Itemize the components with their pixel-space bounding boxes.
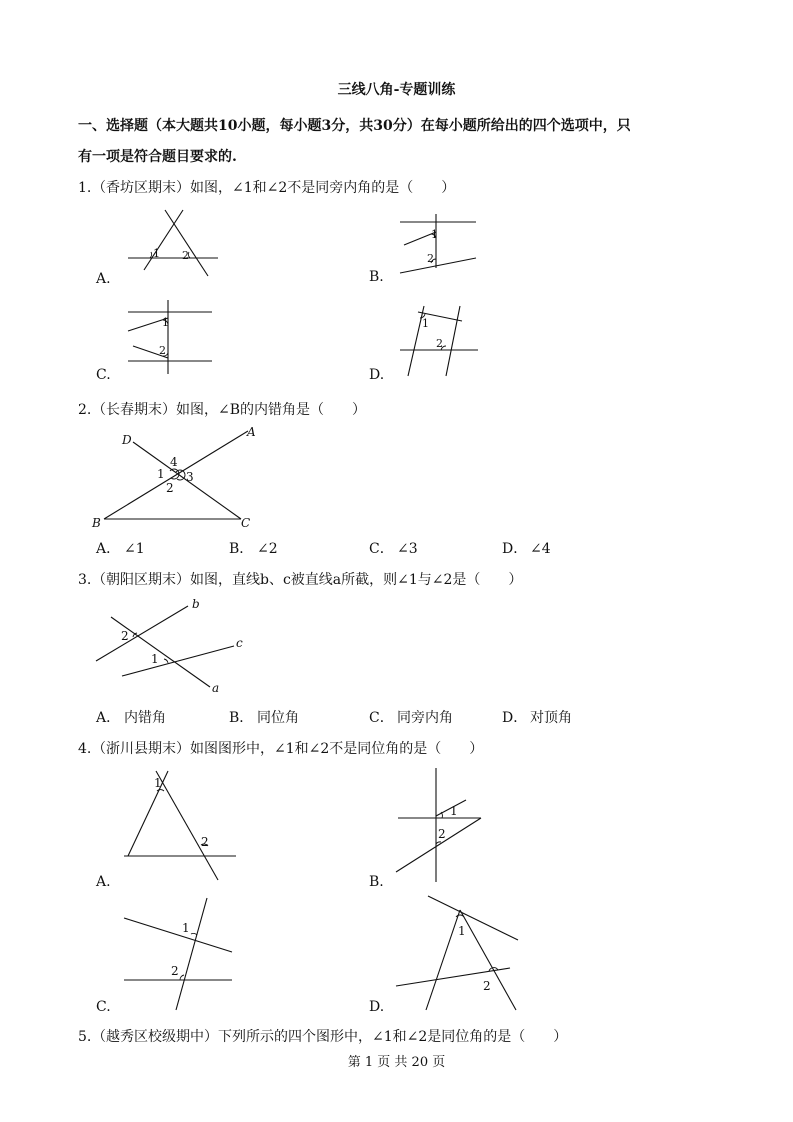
q3-option-d-label[interactable]: D． bbox=[502, 710, 528, 726]
q3-option-b-value[interactable]: 同位角 bbox=[257, 710, 299, 726]
page-title: 三线八角-专题训练 bbox=[337, 82, 456, 98]
page-footer: 第 1 页 共 20 页 bbox=[347, 1055, 446, 1070]
q1-option-c-label[interactable]: C. bbox=[96, 367, 111, 383]
q1-option-b-label[interactable]: B. bbox=[369, 269, 384, 285]
q4a-angle-2: 2 bbox=[201, 835, 209, 849]
question-1-number: 1. bbox=[78, 180, 92, 196]
q2-angle-1: 1 bbox=[157, 467, 165, 481]
q4c-angle-1: 1 bbox=[182, 921, 190, 935]
q2-option-d-value[interactable]: ∠4 bbox=[530, 541, 551, 557]
q1-option-a-label[interactable]: A. bbox=[96, 271, 111, 287]
q2-option-a-label[interactable]: A． bbox=[96, 541, 121, 557]
q1a-angle-2: 2 bbox=[182, 249, 189, 262]
q2-angle-2: 2 bbox=[166, 481, 174, 495]
q2-option-c-label[interactable]: C． bbox=[369, 541, 394, 557]
question-2-text: （长春期末）如图，∠B的内错角是（ ） bbox=[92, 402, 367, 418]
q3-option-c-value[interactable]: 同旁内角 bbox=[397, 710, 453, 726]
question-3-number: 3. bbox=[78, 572, 92, 588]
q1c-angle-1: 1 bbox=[162, 316, 169, 329]
q4-option-b-label[interactable]: B. bbox=[369, 874, 384, 890]
q1-option-d-label[interactable]: D. bbox=[369, 367, 385, 383]
q1c-angle-2: 2 bbox=[159, 344, 166, 357]
question-4-text: （浙川县期末）如图图形中，∠1和∠2不是同位角的是（ ） bbox=[92, 741, 484, 757]
q4-option-a-label[interactable]: A. bbox=[96, 874, 111, 890]
q2-label-b: B bbox=[92, 516, 101, 530]
q1b-angle-1: 1 bbox=[431, 228, 438, 241]
q3-angle-1: 1 bbox=[151, 652, 159, 666]
q1a-angle-1: 1 bbox=[153, 247, 160, 260]
q4d-angle-2: 2 bbox=[483, 979, 491, 993]
q2-option-c-value[interactable]: ∠3 bbox=[397, 541, 418, 557]
question-5-number: 5. bbox=[78, 1029, 92, 1045]
q3-option-b-label[interactable]: B． bbox=[229, 710, 254, 726]
q3-option-c-label[interactable]: C． bbox=[369, 710, 394, 726]
q2-option-b-value[interactable]: ∠2 bbox=[257, 541, 278, 557]
question-2-number: 2. bbox=[78, 402, 92, 418]
q2-option-b-label[interactable]: B． bbox=[229, 541, 254, 557]
q3-option-d-value[interactable]: 对顶角 bbox=[530, 710, 572, 726]
q4-option-c-label[interactable]: C. bbox=[96, 999, 111, 1015]
q2-option-d-label[interactable]: D． bbox=[502, 541, 528, 557]
q2-label-d: D bbox=[122, 433, 132, 447]
q1d-angle-2: 2 bbox=[436, 337, 443, 350]
q3-label-b: b bbox=[192, 597, 200, 611]
q4d-angle-1: 1 bbox=[458, 924, 466, 938]
q2-angle-3: 3 bbox=[186, 470, 194, 484]
q2-label-a: A bbox=[247, 425, 256, 439]
q4b-angle-1: 1 bbox=[450, 804, 458, 818]
q4c-angle-2: 2 bbox=[171, 964, 179, 978]
q1b-angle-2: 2 bbox=[427, 252, 434, 265]
question-3-text: （朝阳区期末）如图，直线b、c被直线a所截，则∠1与∠2是（ ） bbox=[92, 572, 523, 588]
q3-option-a-value[interactable]: 内错角 bbox=[124, 710, 166, 726]
q4b-angle-2: 2 bbox=[438, 827, 446, 841]
section-heading-line2: 有一项是符合题目要求的. bbox=[78, 149, 237, 165]
q3-angle-2: 2 bbox=[121, 629, 129, 643]
q4-option-d-label[interactable]: D. bbox=[369, 999, 385, 1015]
q3-label-a: a bbox=[212, 681, 220, 695]
q3-option-a-label[interactable]: A． bbox=[96, 710, 121, 726]
q4a-angle-1: 1 bbox=[154, 776, 162, 790]
question-4-number: 4. bbox=[78, 741, 92, 757]
q3-label-c: c bbox=[236, 636, 243, 650]
q2-angle-4: 4 bbox=[170, 455, 178, 469]
section-heading-line1: 一、选择题（本大题共10小题，每小题3分，共30分）在每小题所给出的四个选项中，只 bbox=[78, 118, 631, 134]
q2-label-c: C bbox=[241, 516, 251, 530]
q1d-angle-1: 1 bbox=[422, 317, 429, 330]
question-1-text: （香坊区期末）如图，∠1和∠2不是同旁内角的是（ ） bbox=[92, 180, 456, 196]
question-5-text: （越秀区校级期中）下列所示的四个图形中，∠1和∠2是同位角的是（ ） bbox=[92, 1029, 568, 1045]
q2-option-a-value[interactable]: ∠1 bbox=[124, 541, 145, 557]
